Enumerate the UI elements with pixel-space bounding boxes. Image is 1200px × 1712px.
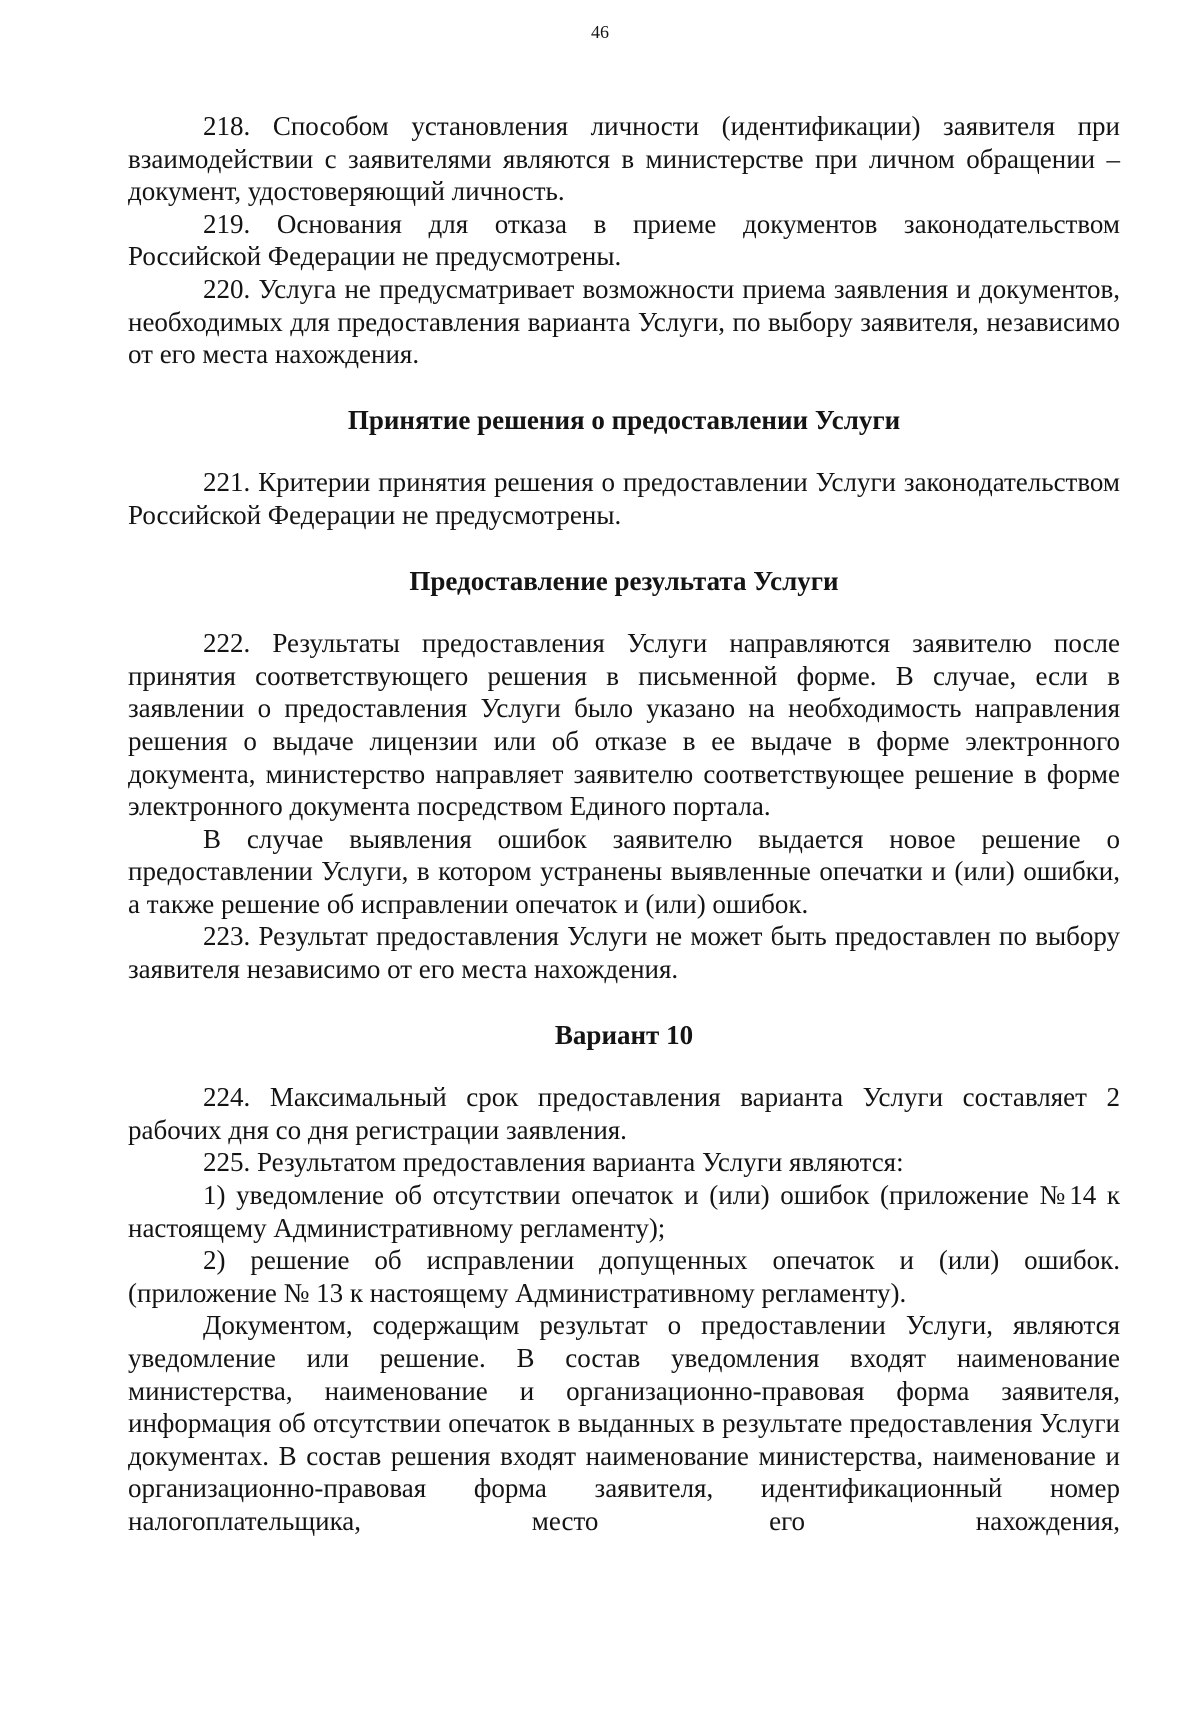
section-heading-decision: Принятие решения о предоставлении Услуги (347, 404, 901, 435)
paragraph-225: 225. Результатом предоставления варианта Услуги являются: (203, 1147, 904, 1178)
list-item-1: 1) уведомление об отсутствии опечаток и (или) ошибок (приложение №14 к настоящему Административному регламенту); (128, 1180, 1120, 1243)
paragraph-result-document: Документом, содержащим результат о предоставлении Услуги, являются уведомление или решение. В состав уведомления входят наименование министерства, наименование и организационно-правовая форма заявителя, информация об отсутствии опечаток в выданных в результате предоставления Услуги документах. В состав решения входят наименование министерства, наименование и организационно-правовая форма заявителя, идентификационный номер налогоплательщика, место его нахождения, (128, 1310, 1120, 1536)
paragraph-219: 219. Основания для отказа в приеме документов законодательством Российской Федерации не предусмотрены. (128, 208, 1120, 272)
section-heading-result: Предоставление результата Услуги (409, 565, 839, 596)
paragraph-223: 223. Результат предоставления Услуги не может быть предоставлен по выбору заявителя независимо от его места нахождения. (128, 921, 1120, 985)
section-heading-variant: Вариант 10 (554, 1019, 694, 1050)
paragraph-220: 220. Услуга не предусматривает возможности приема заявления и документов, необходимых для предоставления варианта Услуги, по выбору заявителя, независимо от его места нахождения. (128, 273, 1120, 370)
page-number: 46 (591, 22, 609, 42)
list-item-2: 2) решение об исправлении допущенных опечаток и (или) ошибок. (приложение № 13 к настоящему Административному регламенту). (128, 1245, 1120, 1308)
paragraph-218: 218. Способом установления личности (идентификации) заявителя при взаимодействии с заявителями являются в министерстве при личном обращении – документ, удостоверяющий личность. (128, 111, 1120, 207)
paragraph-222-errors: В случае выявления ошибок заявителю выдается новое решение о предоставлении Услуги, в котором устранены выявленные опечатки и (или) ошибки, а также решение об исправлении опечаток и (или) ошибок. (128, 823, 1120, 919)
paragraph-221: 221. Критерии принятия решения о предоставлении Услуги законодательством Российской Федерации не предусмотрены. (128, 467, 1120, 530)
paragraph-224: 224. Максимальный срок предоставления варианта Услуги составляет 2 рабочих дня со дня регистрации заявления. (128, 1082, 1120, 1145)
document-body (128, 110, 1120, 1538)
paragraph-222: 222. Результаты предоставления Услуги направляются заявителю после принятия соответствующего решения в письменной форме. В случае, если в заявлении о предоставления Услуги было указано на необходимость направления решения о выдаче лицензии или об отказе в ее выдаче в форме электронного документа, министерство направляет заявителю соответствующее решение в форме электронного документа посредством Единого портала. (128, 628, 1120, 822)
